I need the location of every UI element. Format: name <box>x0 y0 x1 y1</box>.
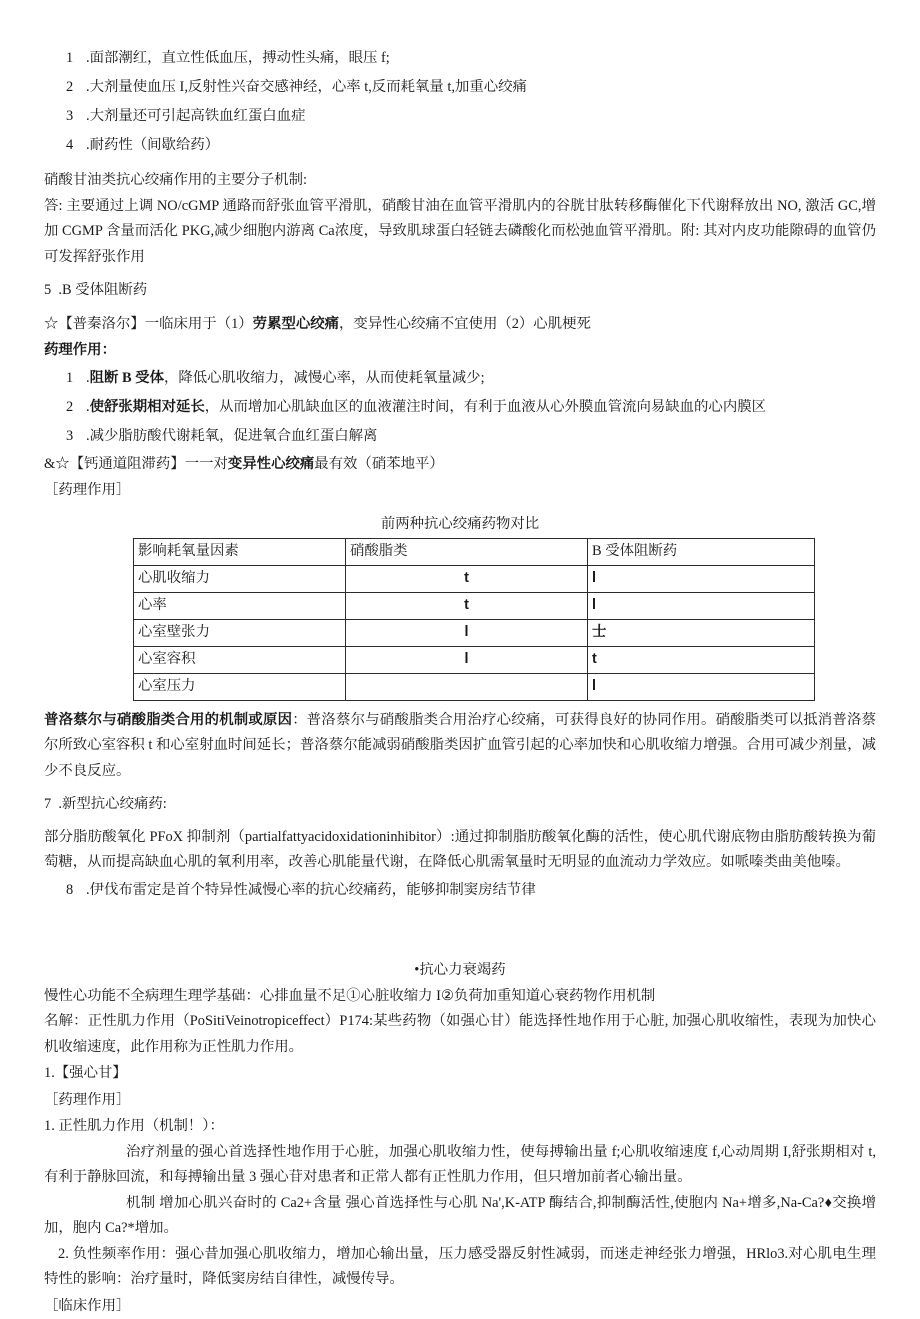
mechanism-answer: 答: 主要通过上调 NO/cGMP 通路而舒张血管平滑肌，硝酸甘油在血管平滑肌内的谷胱甘肽转移酶催化下代谢释放出 NO, 激活 GC,增加 CGMP 含量而活化 PKG,减少细胞内游离 Ca浓度，导致肌球蛋白轻链去磷酸化而松弛血管平滑肌。附: 其对内皮功能隙碍的血管仍可发挥舒张作用 <box>44 194 876 271</box>
list-item <box>44 73 876 102</box>
positive-inotropic-body: 治疗剂量的强心首选择性地作用于心脏，加强心肌收缩力性，使每搏输出量 f;心肌收缩速度 f,心动周期 I,舒张期相对 t,有利于静脉回流，和每搏输出量 3 强心苷对患者和正常人都有正性肌力作用，但只增加前者心输出量。 <box>44 1140 876 1191</box>
ccb-bold-term: 变异性心绞痛 <box>228 456 314 472</box>
table-cell-blocker: l <box>588 673 815 700</box>
chf-basis-line: 慢性心功能不全病理生理学基础：心排血量不足①心脏收缩力 I②负荷加重知道心衰药物作用机制 <box>44 983 876 1010</box>
definition-paragraph: 名解：正性肌力作用（PoSitiVeinotropiceffect）P174:某些药物（如强心甘）能选择性地作用于心脏, 加强心肌收缩性，表现为加快心机收缩速度，此作用称为正性肌力作用。 <box>44 1009 876 1060</box>
negative-chronotropic-body: 2. 负性频率作用：强心昔加强心肌收缩力，增加心输出量，压力感受器反射性减弱，而迷走神经张力增强，HRlo3.对心肌电生理特性的影响：治疗量时，降低窦房结自律性，减慢传导。 <box>44 1242 876 1293</box>
table-cell-blocker: l <box>588 592 815 619</box>
section-7 <box>44 791 876 818</box>
list-item <box>44 422 876 451</box>
document-content <box>44 44 876 1319</box>
table-cell-blocker: 士 <box>588 619 815 646</box>
clinical-action-bracket: ［临床作用］ <box>44 1293 876 1319</box>
list-text <box>86 422 876 451</box>
combination-body: ：普洛蔡尔与硝酸脂类合用治疗心绞痛，可获得良好的协同作用。硝酸脂类可以抵消普洛蔡尔所致心室容积 t 和心室射血时间延长；普洛蔡尔能减弱硝酸脂类因扩血管引起的心率加快和心肌收缩力增强。合用可减少剂量，减少不良反应。 <box>44 712 876 779</box>
table-header-cell: 硝酸脂类 <box>346 538 588 565</box>
table-header-cell: 影响耗氧量因素 <box>134 538 346 565</box>
list-text: .大剂量使血压 I,反射性兴奋交感神经，心率 t,反而耗氧量 t,加重心绞痛 <box>86 73 876 102</box>
table-row <box>134 673 815 700</box>
table-cell-nitrate: t <box>346 592 588 619</box>
list-pre: . <box>86 370 90 386</box>
table-caption: 前两种抗心绞痛药物对比 <box>44 512 876 536</box>
pharmacologic-action-bracket: ［药理作用］ <box>44 477 876 504</box>
section-8-text: .伊伐布雷定是首个特异性减慢心率的抗心绞痛药，能够抑制窦房结节律 <box>86 876 876 905</box>
propranolol-middle: ，变异性心绞痛不宜使用（2）心肌梗死 <box>339 316 591 332</box>
table-cell-nitrate <box>346 673 588 700</box>
section-8-number: 8 <box>44 876 86 905</box>
list-number: 3 <box>44 102 86 131</box>
list-bold: 阻断 B 受体 <box>90 370 164 386</box>
propranolol-clinical-use <box>44 311 876 338</box>
combination-bold-title: 普洛蔡尔与硝酸脂类合用的机制或原因 <box>44 712 292 728</box>
table-row <box>134 646 815 673</box>
list-post: ，从而增加心肌缺血区的血液灌注时间，有利于血液从心外膜血管流向易缺血的心内膜区 <box>205 399 766 415</box>
list-item <box>44 102 876 131</box>
section-7-text: .新型抗心绞痛药: <box>58 796 166 812</box>
list-item <box>44 44 876 73</box>
list-number: 3 <box>44 422 86 451</box>
pharmacologic-action-label: 药理作用： <box>44 337 876 364</box>
list-text <box>86 364 876 393</box>
heart-failure-heading: •抗心力衰竭药 <box>44 957 876 983</box>
list-bold: 使舒张期相对延长 <box>90 399 205 415</box>
section-7-number: 7 <box>44 796 51 812</box>
list-text: .大剂量还可引起高铁血红蛋白血症 <box>86 102 876 131</box>
table-row <box>134 619 815 646</box>
list-item <box>44 393 876 422</box>
table-header-row <box>134 538 815 565</box>
list-text: .耐药性（间歇给药） <box>86 131 876 160</box>
list-text <box>86 393 876 422</box>
section-8 <box>44 876 876 905</box>
table-row <box>134 592 815 619</box>
ccb-post: 最有效（硝苯地平） <box>314 456 444 472</box>
table-cell-factor: 心室压力 <box>134 673 346 700</box>
table-cell-blocker: t <box>588 646 815 673</box>
pharmacologic-action-bracket-2: ［药理作用］ <box>44 1087 876 1114</box>
list-item <box>44 131 876 160</box>
list-item <box>44 364 876 393</box>
list-number: 1 <box>44 44 86 73</box>
positive-inotropic-title: 1. 正性肌力作用（机制！）： <box>44 1113 876 1140</box>
ccb-line <box>44 451 876 478</box>
section-5-number: 5 <box>44 282 51 298</box>
table-cell-nitrate: t <box>346 565 588 592</box>
list-pre: . <box>86 399 90 415</box>
table-cell-blocker: l <box>588 565 815 592</box>
item-1-title: 1.【强心甘】 <box>44 1060 876 1087</box>
list-text: .面部潮红，直立性低血压，搏动性头痛，眼压 f; <box>86 44 876 73</box>
table-cell-factor: 心室壁张力 <box>134 619 346 646</box>
table-cell-factor: 心肌收缩力 <box>134 565 346 592</box>
list-number: 2 <box>44 73 86 102</box>
ccb-prefix: &☆【钙通道阻滞药】一一对 <box>44 456 228 472</box>
list-pre: . <box>86 428 90 444</box>
list-number: 4 <box>44 131 86 160</box>
table-row <box>134 565 815 592</box>
list-number: 2 <box>44 393 86 422</box>
mechanism-body: 机制 增加心肌兴奋时的 Ca2+含量 强心首选择性与心肌 Na',K-ATP 酶结合,抑制酶活性,使胞内 Na+增多,Na-Ca?♦交换增加，胞内 Ca?*增加。 <box>44 1191 876 1242</box>
table-cell-nitrate: l <box>346 646 588 673</box>
list-number: 1 <box>44 364 86 393</box>
table-cell-nitrate: l <box>346 619 588 646</box>
combination-paragraph <box>44 708 876 785</box>
section-5-text: .B 受体阻断药 <box>58 282 147 298</box>
pfox-paragraph: 部分脂肪酸氧化 PFoX 抑制剂（partialfattyacidoxidationinhibitor）:通过抑制脂肪酸氧化酶的活性，使心肌代谢底物由脂肪酸转换为葡萄糖，从而提高缺血心肌的氧利用率，改善心肌能量代谢，在降低心肌需氧量时无明显的血流动力学效应。如哌嗪类曲美他嗪。 <box>44 825 876 876</box>
list-post: 减少脂肪酸代谢耗氧，促进氧合血红蛋白解离 <box>90 428 378 444</box>
propranolol-bold-term: 劳累型心绞痛 <box>253 316 339 332</box>
section-5 <box>44 277 876 304</box>
propranolol-prefix: ☆【普秦洛尔】一临床用于（1） <box>44 316 253 332</box>
mechanism-question: 硝酸甘油类抗心绞痛作用的主要分子机制: <box>44 167 876 194</box>
comparison-table <box>133 538 815 701</box>
table-cell-factor: 心率 <box>134 592 346 619</box>
table-cell-factor: 心室容积 <box>134 646 346 673</box>
list-post: ，降低心肌收缩力，减慢心率，从而使耗氧量减少; <box>164 370 485 386</box>
table-header-cell: B 受体阻断药 <box>588 538 815 565</box>
